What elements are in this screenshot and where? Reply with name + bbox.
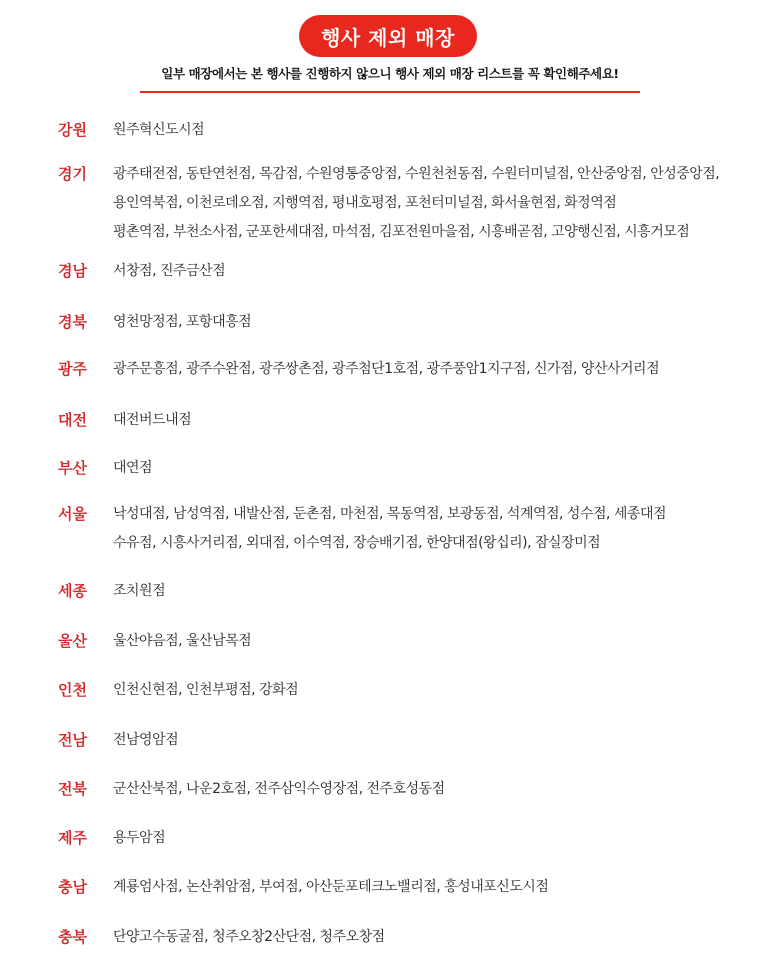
region-store-list (113, 355, 773, 384)
notice-text: 일부 매장에서는 본 행사를 진행하지 않으니 행사 제외 매장 리스트를 꼭 확인해주세요! (161, 66, 619, 81)
store-line: 낙성대점, 남성역점, 내발산점, 둔촌점, 마천점, 목동역점, 보광동점, 석계역점, 성수점, 세종대점 (113, 506, 666, 522)
store-line: 계룡엄사점, 논산취암점, 부여점, 아산둔포테크노밸리점, 홍성내포신도시점 (113, 879, 549, 895)
region-store-list (113, 257, 773, 286)
region-store-list (113, 454, 773, 483)
region-name: 전북 (58, 780, 87, 798)
region-store-list (113, 923, 773, 952)
store-line: 단양고수동굴점, 청주오창2산단점, 청주오창점 (113, 929, 385, 945)
store-line: 수유점, 시흥사거리점, 외대점, 이수역점, 장승배기점, 한양대점(왕십리), 잠실장미점 (113, 535, 601, 551)
region-store-list (113, 116, 773, 145)
region-name: 경기 (58, 165, 87, 183)
store-line: 용인역북점, 이천로데오점, 지행역점, 평내호평점, 포천터미널점, 화서율현점, 화정역점 (113, 195, 617, 211)
region-name: 전남 (58, 731, 87, 749)
store-line: 군산산북점, 나운2호점, 전주삼익수영장점, 전주호성동점 (113, 781, 445, 797)
region-name: 인천 (58, 681, 87, 699)
store-line: 대전버드내점 (113, 412, 192, 428)
region-store-list (113, 873, 773, 902)
region-name: 대전 (58, 411, 87, 429)
store-line: 인천신현점, 인천부평점, 강화점 (113, 682, 299, 698)
region-name: 강원 (58, 121, 87, 139)
region-store-list (113, 160, 773, 247)
store-line: 전남영암점 (113, 732, 179, 748)
store-line: 광주문흥점, 광주수완점, 광주쌍촌점, 광주첨단1호점, 광주풍암1지구점, 신가점, 양산사거리점 (113, 361, 660, 377)
page-title: 행사 제외 매장 (299, 15, 477, 57)
region-store-list (113, 775, 773, 804)
store-line: 서창점, 진주금산점 (113, 263, 226, 279)
region-store-list (113, 406, 773, 435)
store-line: 대연점 (113, 460, 153, 476)
store-line: 원주혁신도시점 (113, 122, 205, 138)
store-line: 조치원점 (113, 583, 166, 599)
region-name: 충남 (58, 878, 87, 896)
region-name: 울산 (58, 632, 87, 650)
region-name: 서울 (58, 505, 87, 523)
region-name: 경북 (58, 313, 87, 331)
store-line: 평촌역점, 부천소사점, 군포한세대점, 마석점, 김포전원마을점, 시흥배곧점, 고양행신점, 시흥거모점 (113, 224, 690, 240)
region-store-list (113, 726, 773, 755)
region-name: 경남 (58, 262, 87, 280)
region-name: 광주 (58, 360, 87, 378)
region-store-list (113, 577, 773, 606)
store-line: 광주태전점, 동탄연천점, 목감점, 수원영통중앙점, 수원천천동점, 수원터미널점, 안산중앙점, 안성중앙점, (113, 166, 720, 182)
region-name: 부산 (58, 459, 87, 477)
region-name: 충북 (58, 928, 87, 946)
region-store-list (113, 500, 773, 558)
region-name: 세종 (58, 582, 87, 600)
store-line: 울산야음점, 울산남목점 (113, 633, 252, 649)
region-store-list (113, 676, 773, 705)
region-name: 제주 (58, 829, 87, 847)
store-line: 영천망정점, 포항대흥점 (113, 314, 252, 330)
region-store-list (113, 824, 773, 853)
region-store-list (113, 627, 773, 656)
region-store-list (113, 308, 773, 337)
store-line: 용두암점 (113, 830, 166, 846)
